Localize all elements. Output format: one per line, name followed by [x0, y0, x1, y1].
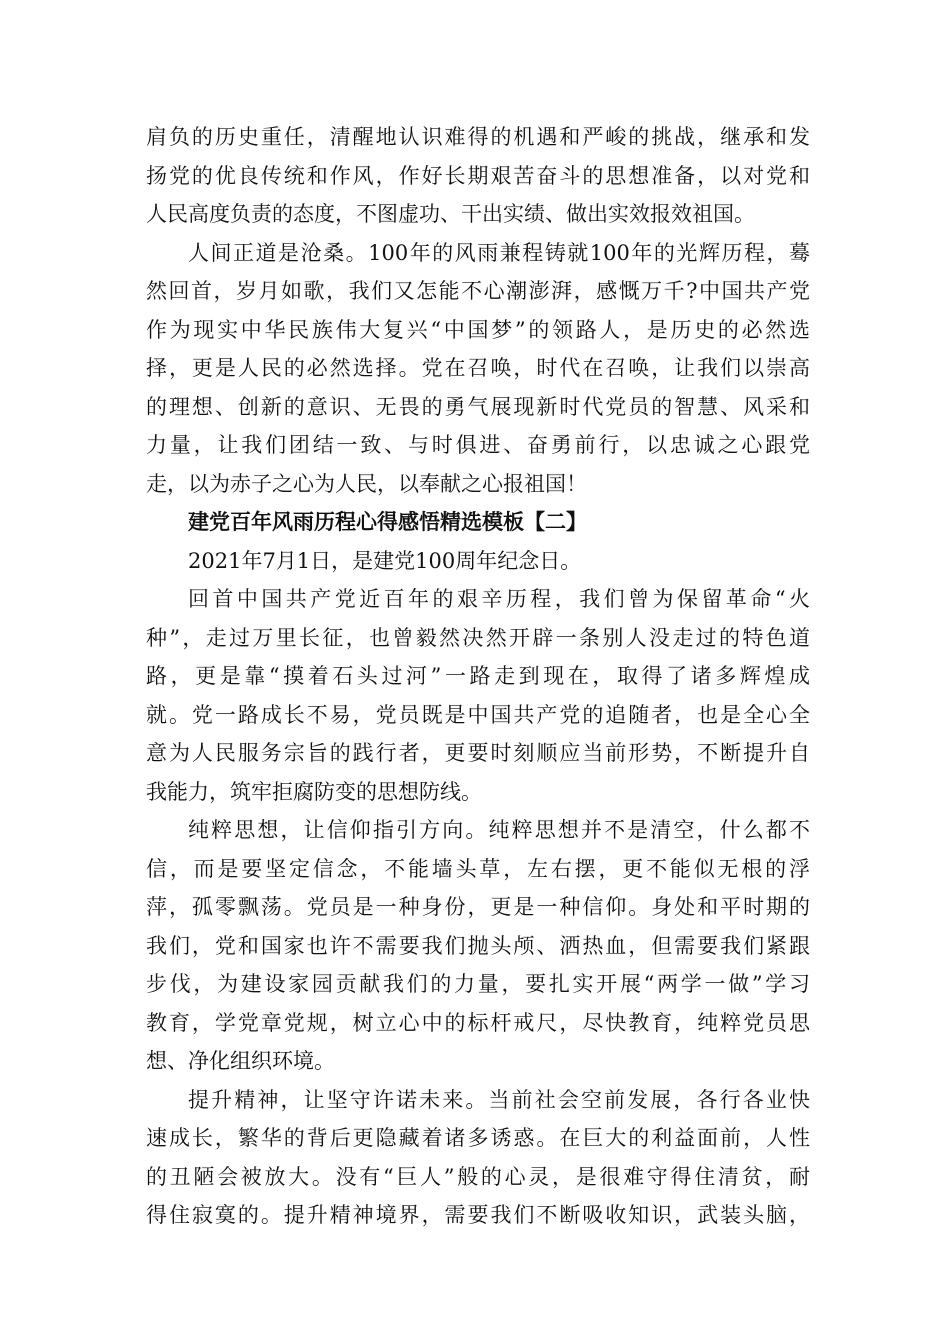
paragraph-line: 路，更是靠“摸着石头过河”一路走到现在，取得了诸多辉煌成 [146, 664, 810, 688]
paragraph-line: 的理想、创新的意识、无畏的勇气展现新时代党员的智慧、风采和 [146, 394, 810, 419]
paragraph-line: 作为现实中华民族伟大复兴“中国梦”的领路人，是历史的必然选 [146, 317, 810, 342]
paragraph-line: 2021年7月1日，是建党100周年纪念日。 [188, 548, 582, 573]
paragraph-line: 的丑陋会被放大。没有“巨人”般的心灵，是很难守得住清贫，耐 [146, 1164, 810, 1189]
paragraph-line: 肩负的历史重任，清醒地认识难得的机遇和严峻的挑战，继承和发 [146, 125, 810, 149]
paragraph-line: 人间正道是沧桑。100年的风雨兼程铸就100年的光辉历程，蓦 [188, 240, 810, 265]
section-heading: 建党百年风雨历程心得感悟精选模板【二】 [188, 509, 587, 534]
document-body [146, 118, 810, 1235]
paragraph-line: 人民高度负责的态度，不图虚功、干出实绩、做出实效报效祖国。 [146, 202, 755, 226]
paragraph-line: 我能力，筑牢拒腐防变的思想防线。 [146, 779, 482, 804]
paragraph-line: 然回首，岁月如歌，我们又怎能不心潮澎湃，感慨万千?中国共产党 [146, 279, 810, 303]
paragraph-line: 我们，党和国家也许不需要我们抛头颅、洒热血，但需要我们紧跟 [146, 933, 810, 958]
paragraph-line: 得住寂寞的。提升精神境界，需要我们不断吸收知识，武装头脑， [146, 1203, 810, 1227]
paragraph-line: 步伐，为建设家园贡献我们的力量，要扎实开展“两学一做”学习 [146, 972, 810, 996]
paragraph-line: 扬党的优良传统和作风，作好长期艰苦奋斗的思想准备，以对党和 [146, 163, 810, 188]
paragraph-line: 萍，孤零飘荡。党员是一种身份，更是一种信仰。身处和平时期的 [146, 895, 810, 919]
paragraph-line: 信，而是要坚定信念，不能墙头草，左右摆，更不能似无根的浮 [146, 856, 810, 881]
paragraph-line: 就。党一路成长不易，党员既是中国共产党的追随者，也是全心全 [146, 702, 810, 727]
paragraph-line: 速成长，繁华的背后更隐藏着诸多诱惑。在巨大的利益面前，人性 [146, 1126, 810, 1150]
paragraph-line: 想、净化组织环境。 [146, 1049, 335, 1073]
paragraph-line: 回首中国共产党近百年的艰辛历程，我们曾为保留革命“火 [188, 587, 810, 611]
paragraph-line: 提升精神，让坚守许诺未来。当前社会空前发展，各行各业快 [188, 1087, 810, 1112]
paragraph-line: 力量，让我们团结一致、与时俱进、奋勇前行，以忠诚之心跟党 [146, 433, 810, 457]
paragraph-line: 种”，走过万里长征，也曾毅然决然开辟一条别人没走过的特色道 [146, 625, 810, 650]
paragraph-line: 走，以为赤子之心为人民，以奉献之心报祖国！ [146, 471, 587, 496]
paragraph-line: 择，更是人民的必然选择。党在召唤，时代在召唤，让我们以崇高 [146, 356, 810, 380]
paragraph-line: 纯粹思想，让信仰指引方向。纯粹思想并不是清空，什么都不 [188, 818, 810, 842]
paragraph-line: 意为人民服务宗旨的践行者，更要时刻顺应当前形势，不断提升自 [146, 741, 810, 765]
paragraph-line: 教育，学党章党规，树立心中的标杆戒尺，尽快教育，纯粹党员思 [146, 1010, 810, 1035]
